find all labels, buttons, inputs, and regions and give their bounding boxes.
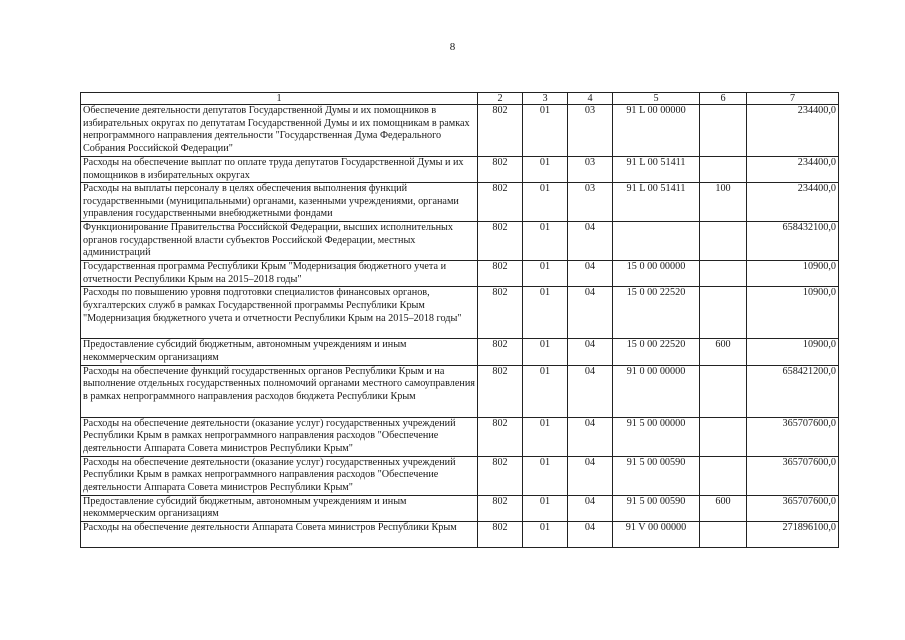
ministry-code: 802 — [478, 365, 523, 417]
table-body — [81, 105, 839, 548]
ministry-code: 802 — [478, 105, 523, 157]
item-name: Функционирование Правительства Российской Федерации, высших исполнительных органов государственной власти субъектов Российской Федерации, местных администраций — [81, 222, 478, 261]
target-article-code: 91 5 00 00000 — [613, 417, 700, 456]
amount: 10900,0 — [747, 287, 839, 339]
section-code: 01 — [523, 222, 568, 261]
item-name: Расходы на выплаты персоналу в целях обеспечения выполнения функций государственными (муниципальными) органами, казенными учреждениями, органами управления государственными внебюджетными фондами — [81, 183, 478, 222]
subsection-code: 04 — [568, 456, 613, 495]
section-code: 01 — [523, 261, 568, 287]
amount: 234400,0 — [747, 183, 839, 222]
ministry-code: 802 — [478, 456, 523, 495]
subsection-code: 04 — [568, 417, 613, 456]
page-number: 8 — [449, 41, 456, 53]
item-name: Расходы на обеспечение деятельности Аппарата Совета министров Республики Крым — [81, 521, 478, 547]
target-article-code: 91 L 00 51411 — [613, 157, 700, 183]
table-row — [81, 157, 839, 183]
section-code: 01 — [523, 521, 568, 547]
table-row — [81, 417, 839, 456]
table-row — [81, 495, 839, 521]
ministry-code: 802 — [478, 417, 523, 456]
table-row — [81, 365, 839, 417]
column-header-6: 6 — [700, 93, 747, 105]
item-name: Расходы на обеспечение функций государственных органов Республики Крым и на выполнение отдельных государственных полномочий органами местного самоуправления в рамках непрограммного направления расходов бюджета Республики Крым — [81, 365, 478, 417]
item-name: Обеспечение деятельности депутатов Государственной Думы и их помощников в избирательных округах по депутатам Государственной Думы и их помощникам в рамках непрограммного направления деятельности "Государственная Дума Федерального Собрания Российской Федерации" — [81, 105, 478, 157]
column-header-1: 1 — [81, 93, 478, 105]
table-row — [81, 339, 839, 365]
section-code: 01 — [523, 183, 568, 222]
table-row — [81, 521, 839, 547]
expense-type-code — [700, 261, 747, 287]
section-code: 01 — [523, 456, 568, 495]
ministry-code: 802 — [478, 339, 523, 365]
target-article-code: 91 5 00 00590 — [613, 456, 700, 495]
item-name: Государственная программа Республики Крым "Модернизация бюджетного учета и отчетности Республики Крым на 2015–2018 годы" — [81, 261, 478, 287]
item-name: Расходы на обеспечение деятельности (оказание услуг) государственных учреждений Республики Крым в рамках непрограммного направления расходов "Обеспечение деятельности Аппарата Совета министров Республики Крым" — [81, 456, 478, 495]
subsection-code: 04 — [568, 521, 613, 547]
table-row — [81, 183, 839, 222]
amount: 10900,0 — [747, 261, 839, 287]
target-article-code: 91 0 00 00000 — [613, 365, 700, 417]
amount: 10900,0 — [747, 339, 839, 365]
section-code: 01 — [523, 287, 568, 339]
subsection-code: 04 — [568, 261, 613, 287]
column-header-7: 7 — [747, 93, 839, 105]
target-article-code: 91 V 00 00000 — [613, 521, 700, 547]
expense-type-code — [700, 365, 747, 417]
header-row — [81, 93, 839, 105]
amount: 234400,0 — [747, 105, 839, 157]
subsection-code: 04 — [568, 287, 613, 339]
target-article-code: 91 L 00 00000 — [613, 105, 700, 157]
table-row — [81, 222, 839, 261]
subsection-code: 03 — [568, 157, 613, 183]
item-name: Предоставление субсидий бюджетным, автономным учреждениям и иным некоммерческим организациям — [81, 339, 478, 365]
expense-type-code — [700, 287, 747, 339]
section-code: 01 — [523, 417, 568, 456]
amount: 365707600,0 — [747, 456, 839, 495]
section-code: 01 — [523, 365, 568, 417]
column-header-2: 2 — [478, 93, 523, 105]
table-row — [81, 105, 839, 157]
expense-type-code — [700, 456, 747, 495]
subsection-code: 04 — [568, 222, 613, 261]
ministry-code: 802 — [478, 261, 523, 287]
amount: 271896100,0 — [747, 521, 839, 547]
expense-type-code: 100 — [700, 183, 747, 222]
item-name: Расходы на обеспечение выплат по оплате труда депутатов Государственной Думы и их помощников в избирательных округах — [81, 157, 478, 183]
amount: 658432100,0 — [747, 222, 839, 261]
expense-type-code — [700, 105, 747, 157]
section-code: 01 — [523, 157, 568, 183]
ministry-code: 802 — [478, 495, 523, 521]
expense-type-code — [700, 521, 747, 547]
section-code: 01 — [523, 105, 568, 157]
item-name: Расходы по повышению уровня подготовки специалистов финансовых органов, бухгалтерских служб в рамках Государственной программы Республики Крым "Модернизация бюджетного учета и отчетности Республики Крым на 2015–2018 годы" — [81, 287, 478, 339]
item-name: Расходы на обеспечение деятельности (оказание услуг) государственных учреждений Республики Крым в рамках непрограммного направления расходов "Обеспечение деятельности Аппарата Совета министров Республики Крым" — [81, 417, 478, 456]
section-code: 01 — [523, 339, 568, 365]
ministry-code: 802 — [478, 222, 523, 261]
amount: 658421200,0 — [747, 365, 839, 417]
target-article-code: 15 0 00 22520 — [613, 287, 700, 339]
table-row — [81, 456, 839, 495]
amount: 234400,0 — [747, 157, 839, 183]
budget-table — [80, 92, 839, 548]
subsection-code: 03 — [568, 105, 613, 157]
target-article-code — [613, 222, 700, 261]
column-header-4: 4 — [568, 93, 613, 105]
table-row — [81, 287, 839, 339]
subsection-code: 04 — [568, 495, 613, 521]
ministry-code: 802 — [478, 183, 523, 222]
subsection-code: 03 — [568, 183, 613, 222]
item-name: Предоставление субсидий бюджетным, автономным учреждениям и иным некоммерческим организациям — [81, 495, 478, 521]
amount: 365707600,0 — [747, 495, 839, 521]
target-article-code: 91 L 00 51411 — [613, 183, 700, 222]
expense-type-code — [700, 417, 747, 456]
expense-type-code: 600 — [700, 495, 747, 521]
expense-type-code: 600 — [700, 339, 747, 365]
column-header-5: 5 — [613, 93, 700, 105]
column-header-3: 3 — [523, 93, 568, 105]
subsection-code: 04 — [568, 339, 613, 365]
target-article-code: 15 0 00 22520 — [613, 339, 700, 365]
section-code: 01 — [523, 495, 568, 521]
target-article-code: 91 5 00 00590 — [613, 495, 700, 521]
subsection-code: 04 — [568, 365, 613, 417]
ministry-code: 802 — [478, 287, 523, 339]
ministry-code: 802 — [478, 521, 523, 547]
target-article-code: 15 0 00 00000 — [613, 261, 700, 287]
expense-type-code — [700, 157, 747, 183]
expense-type-code — [700, 222, 747, 261]
amount: 365707600,0 — [747, 417, 839, 456]
ministry-code: 802 — [478, 157, 523, 183]
table-row — [81, 261, 839, 287]
